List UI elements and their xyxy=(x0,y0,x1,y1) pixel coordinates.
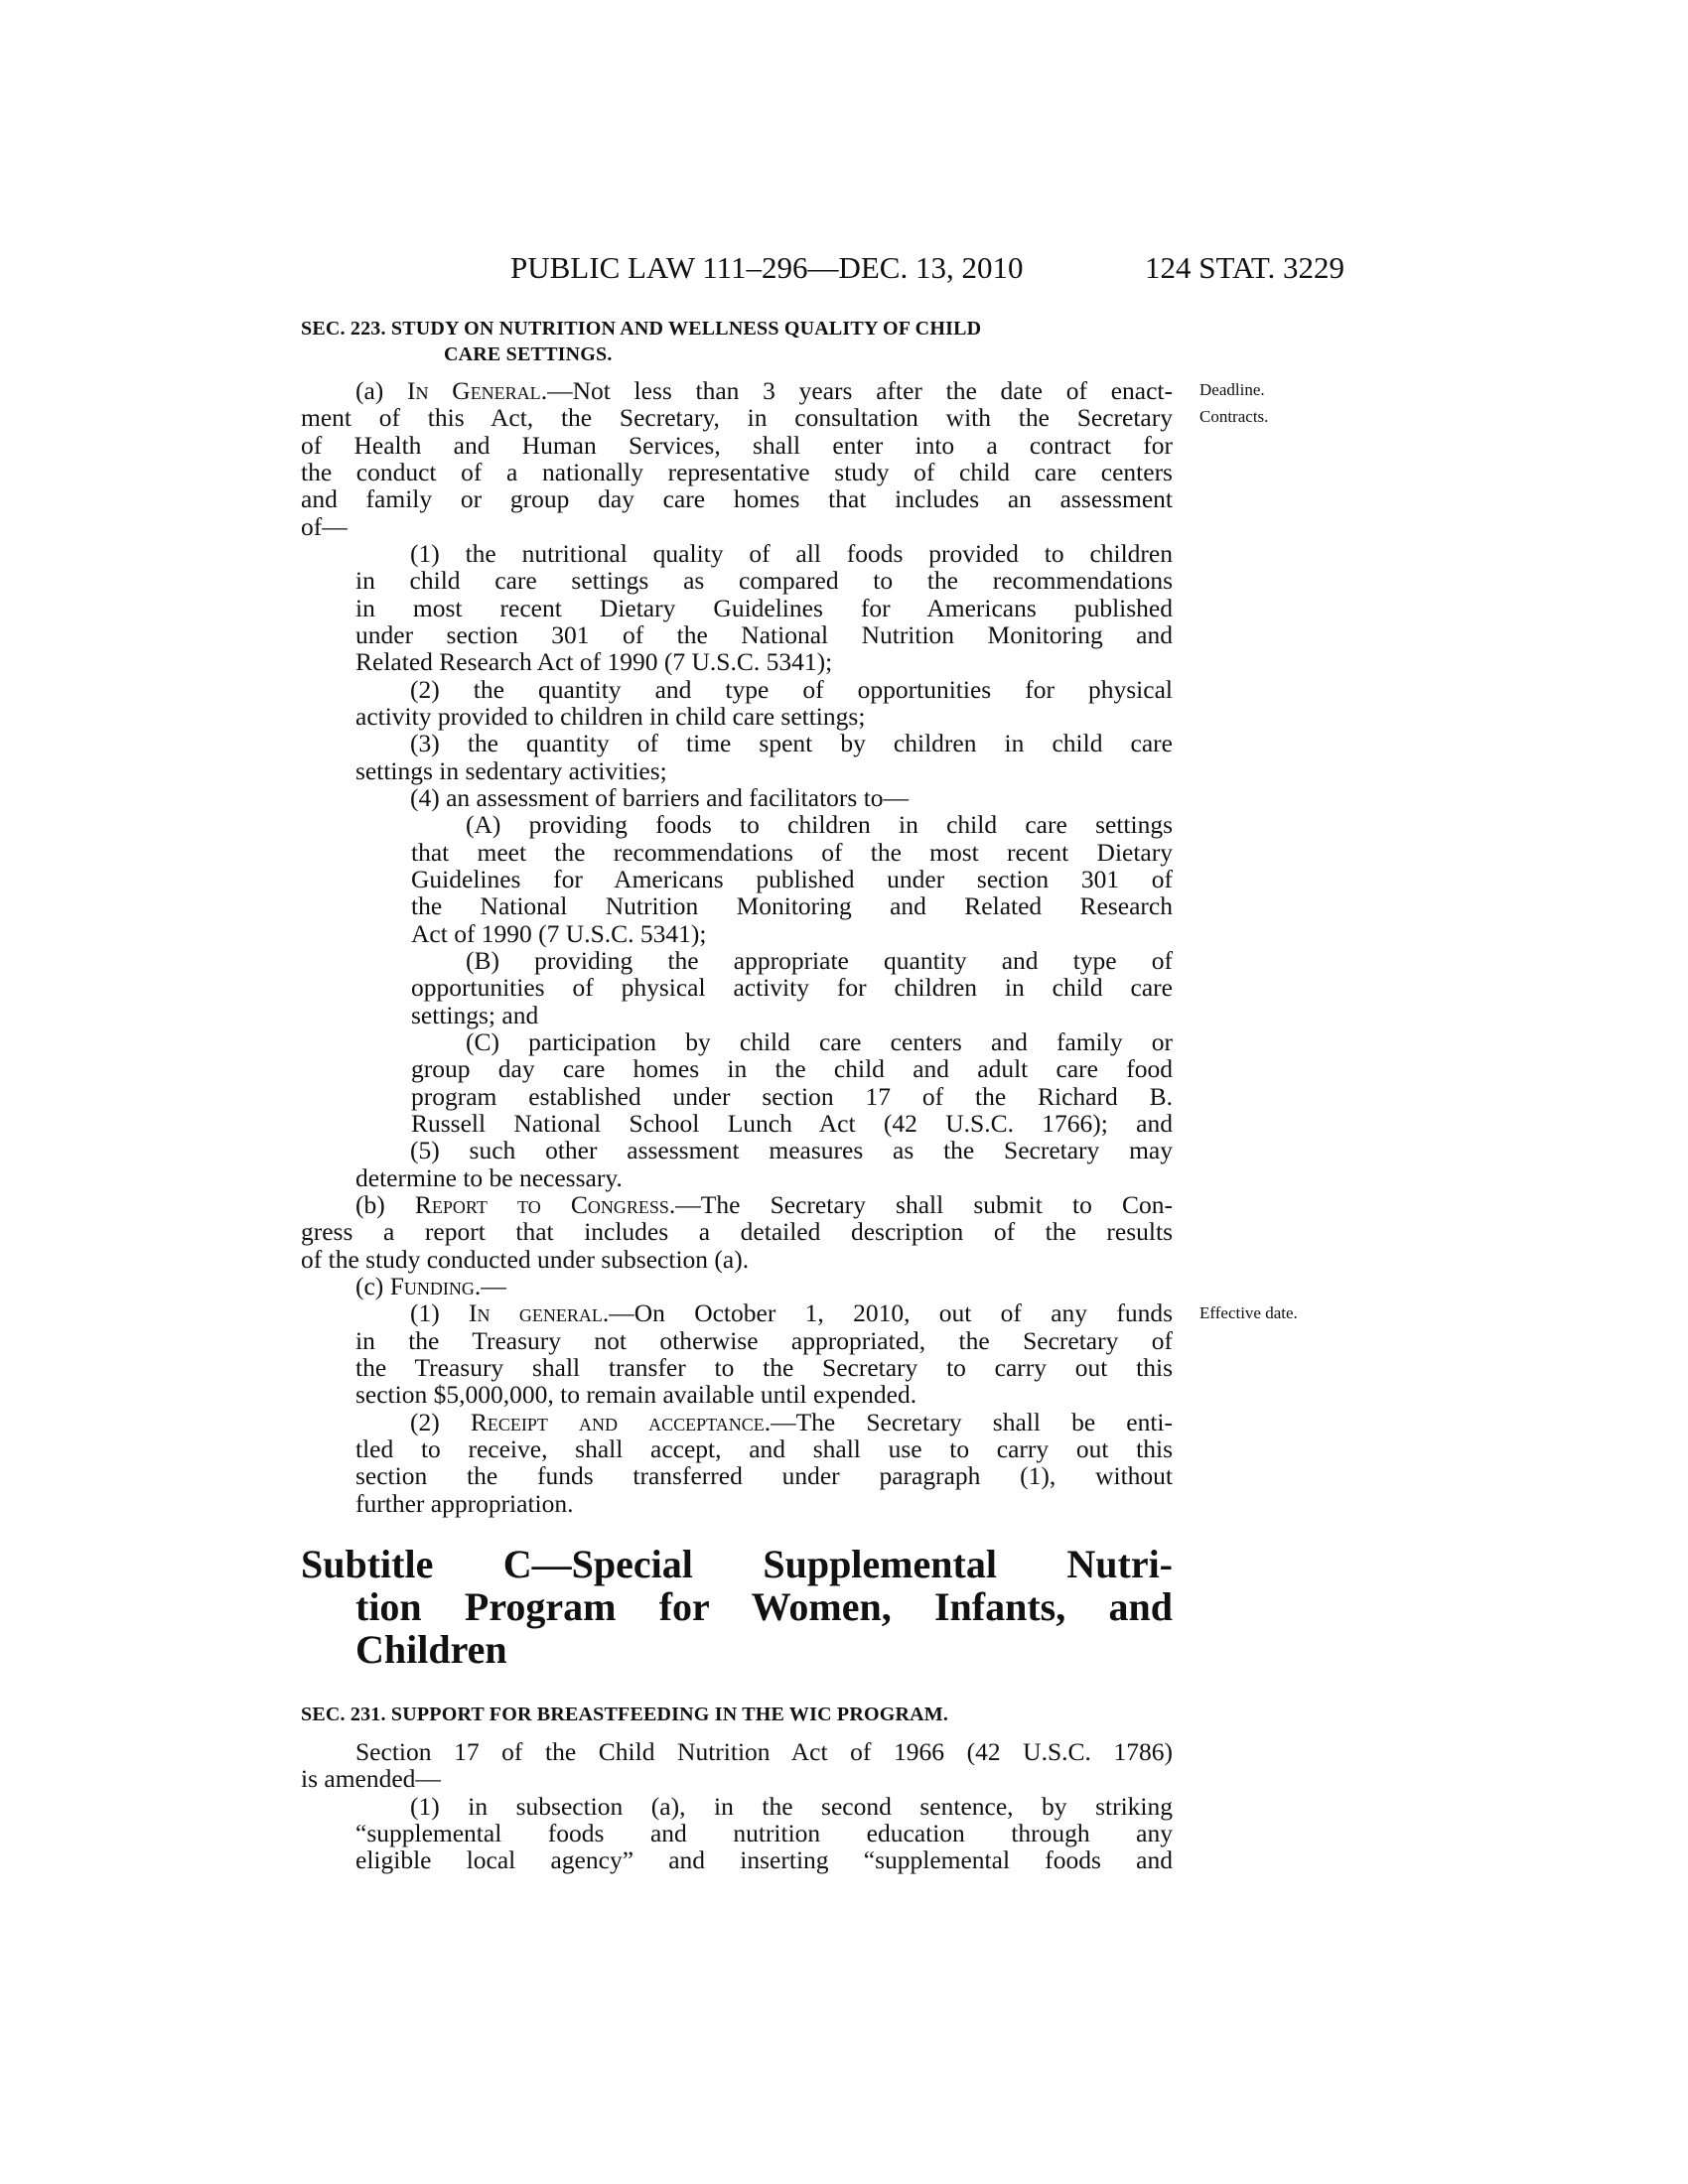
text-line xyxy=(410,676,1173,703)
paragraph-label: (1) xyxy=(410,1298,470,1328)
line-text: settings in sedentary activities; xyxy=(355,755,667,785)
text-line xyxy=(410,1299,1173,1326)
line-text: (C) participation by child care centers and family or xyxy=(466,1026,1173,1056)
text-line xyxy=(410,1793,1173,1820)
text-line xyxy=(301,1218,1173,1245)
subtitle-line: Subtitle C—Special Supplemental Nutri- xyxy=(301,1542,1173,1586)
line-text: of the study conducted under subsection (a). xyxy=(301,1244,750,1274)
line-text: (1) the nutritional quality of all foods provided to children xyxy=(410,538,1173,568)
line-text: under section 301 of the National Nutrition Monitoring and xyxy=(355,619,1173,649)
text-line xyxy=(466,811,1173,838)
line-text: in the Treasury not otherwise appropriated, the Secretary of xyxy=(355,1325,1173,1355)
line-text: the conduct of a nationally representative study of child care centers xyxy=(301,457,1173,486)
line-text: (5) such other assessment measures as the Secretary may xyxy=(410,1136,1173,1165)
text-line xyxy=(355,1381,1173,1408)
line-text: (2) the quantity and type of opportunities for physical xyxy=(410,674,1173,704)
text-line xyxy=(301,459,1173,485)
paragraph-label: (a) xyxy=(355,376,408,405)
line-text: Section 17 of the Child Nutrition Act of 1966 (42 U.S.C. 1786) xyxy=(355,1737,1173,1766)
text-line xyxy=(355,1435,1173,1462)
text-line xyxy=(411,1055,1173,1082)
line-text: (A) providing foods to children in child care settings xyxy=(466,810,1173,840)
text-line xyxy=(411,1083,1173,1110)
section-231-heading: SEC. 231. SUPPORT FOR BREASTFEEDING IN THE WIC PROGRAM. xyxy=(301,1704,949,1725)
text-line xyxy=(355,1738,1173,1765)
line-text: and family or group day care homes that includes an assessment xyxy=(301,484,1173,514)
text-line xyxy=(301,513,1173,540)
text-line xyxy=(410,540,1173,567)
text-line xyxy=(411,1110,1173,1137)
line-text: “supplemental foods and nutrition education through any xyxy=(355,1818,1173,1847)
line-text: further appropriation. xyxy=(355,1488,574,1518)
text-line xyxy=(355,1846,1173,1873)
line-text: settings; and xyxy=(411,1000,539,1029)
line-text: section the funds transferred under paragraph (1), without xyxy=(355,1461,1173,1491)
text-line xyxy=(411,839,1173,866)
line-text: the Treasury shall transfer to the Secretary to carry out this xyxy=(355,1352,1173,1382)
line-text: .—The Secretary shall submit to Con- xyxy=(668,1189,1174,1219)
text-line xyxy=(355,703,1173,730)
text-line xyxy=(355,595,1173,621)
text-line xyxy=(411,892,1173,919)
text-line xyxy=(301,404,1173,431)
text-line xyxy=(411,974,1173,1001)
paragraph-heading: Report to Congress xyxy=(414,1189,669,1219)
text-line xyxy=(410,784,1173,811)
line-text: the National Nutrition Monitoring and Related Research xyxy=(411,891,1173,921)
text-line xyxy=(355,1462,1173,1489)
line-text: .—The Secretary shall be enti- xyxy=(764,1407,1173,1436)
text-line xyxy=(466,1028,1173,1055)
public-law-title: PUBLIC LAW 111–296—DEC. 13, 2010 xyxy=(510,250,1024,285)
text-line xyxy=(355,1164,1173,1191)
line-text: activity provided to children in child care settings; xyxy=(355,701,866,731)
line-text: eligible local agency” and inserting “supplemental foods and xyxy=(355,1845,1173,1875)
line-text: that meet the recommendations of the most recent Dietary xyxy=(411,837,1173,867)
paragraph-heading: In General xyxy=(407,376,541,405)
line-text: is amended— xyxy=(301,1764,441,1794)
subtitle-line: tion Program for Women, Infants, and xyxy=(355,1584,1173,1629)
line-text: section $5,000,000, to remain available until expended. xyxy=(355,1380,917,1410)
text-line xyxy=(410,1409,1173,1435)
text-line xyxy=(355,1354,1173,1381)
text-line xyxy=(410,730,1173,756)
paragraph-label: (2) xyxy=(410,1407,471,1436)
line-text: Related Research Act of 1990 (7 U.S.C. 5341); xyxy=(355,647,833,677)
paragraph-label: (c) xyxy=(355,1271,390,1300)
line-text: of— xyxy=(301,511,348,541)
line-text: (3) the quantity of time spent by children in child care xyxy=(410,729,1173,758)
line-text: gress a report that includes a detailed description of the results xyxy=(301,1217,1173,1247)
stat-page-number: 124 STAT. 3229 xyxy=(1145,250,1345,285)
line-text: tled to receive, shall accept, and shall use to carry out this xyxy=(355,1433,1173,1463)
text-line xyxy=(355,377,1173,404)
text-line xyxy=(301,1765,1173,1792)
text-line xyxy=(355,567,1173,594)
text-line xyxy=(411,866,1173,892)
margin-note-effective-date: Effective date. xyxy=(1199,1303,1298,1322)
text-line xyxy=(355,1273,1173,1299)
text-line xyxy=(355,648,1173,675)
text-line xyxy=(466,947,1173,974)
paragraph-heading: Funding xyxy=(389,1271,475,1300)
paragraph-heading: In general xyxy=(469,1298,603,1328)
margin-note-contracts: Contracts. xyxy=(1199,407,1269,426)
line-text: of Health and Human Services, shall enter into a contract for xyxy=(301,430,1173,460)
line-text: (B) providing the appropriate quantity and type of xyxy=(466,945,1173,975)
line-text: .—Not less than 3 years after the date of enact- xyxy=(540,376,1173,405)
line-text: opportunities of physical activity for children in child care xyxy=(411,973,1173,1003)
text-line xyxy=(301,1246,1173,1273)
section-223-heading: SEC. 223. STUDY ON NUTRITION AND WELLNESS QUALITY OF CHILD xyxy=(301,318,982,340)
line-text: Act of 1990 (7 U.S.C. 5341); xyxy=(411,918,707,948)
line-text: in child care settings as compared to the recommendations xyxy=(355,566,1173,596)
line-text: determine to be necessary. xyxy=(355,1162,623,1192)
paragraph-label: (b) xyxy=(355,1189,415,1219)
paragraph-heading: Receipt and acceptance xyxy=(470,1407,765,1436)
text-line xyxy=(411,920,1173,947)
subtitle-line: Children xyxy=(355,1627,507,1672)
section-223-heading-cont: CARE SETTINGS. xyxy=(444,343,613,365)
line-text: (1) in subsection (a), in the second sentence, by striking xyxy=(410,1791,1173,1821)
text-line xyxy=(410,1137,1173,1163)
text-line xyxy=(411,1002,1173,1028)
text-line xyxy=(355,1490,1173,1517)
text-line xyxy=(355,757,1173,784)
line-text: Russell National School Lunch Act (42 U.S.C. 1766); and xyxy=(411,1108,1173,1138)
text-line xyxy=(355,1820,1173,1846)
text-line xyxy=(301,432,1173,459)
line-text: in most recent Dietary Guidelines for Americans published xyxy=(355,593,1173,622)
margin-note-deadline: Deadline. xyxy=(1199,380,1265,399)
line-text: ment of this Act, the Secretary, in consultation with the Secretary xyxy=(301,403,1173,433)
text-line xyxy=(301,485,1173,512)
line-text: .—On October 1, 2010, out of any funds xyxy=(602,1298,1173,1328)
text-line xyxy=(355,621,1173,648)
text-line xyxy=(355,1327,1173,1354)
line-text: program established under section 17 of the Richard B. xyxy=(411,1081,1173,1111)
line-text: Guidelines for Americans published under section 301 of xyxy=(411,864,1173,893)
line-text: group day care homes in the child and adult care food xyxy=(411,1054,1173,1084)
line-text: (4) an assessment of barriers and facilitators to— xyxy=(410,782,910,812)
line-text: .— xyxy=(474,1271,506,1300)
text-line xyxy=(355,1191,1173,1218)
